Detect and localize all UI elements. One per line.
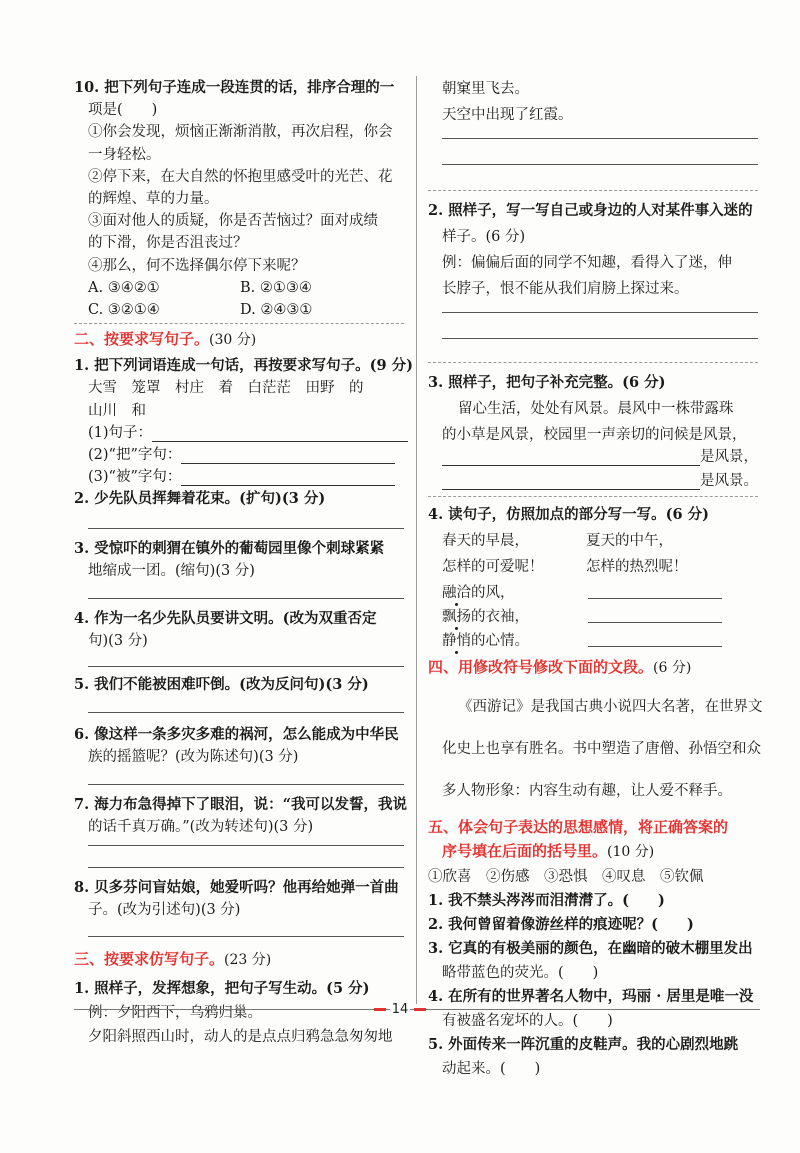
section-2-heading: 二、按要求写句子。(30 分) [74, 329, 257, 348]
answer-line[interactable] [88, 845, 404, 846]
s2-q4-line1: 4. 作为一名少先队员要讲文明。(改为双重否定 [74, 609, 377, 627]
q10-line4: 一身轻松。 [88, 146, 161, 163]
s3-q2-line2: 样子。(6 分) [442, 229, 526, 245]
answer-blank[interactable] [181, 471, 395, 486]
s2-q1-line1: 1. 把下列词语连成一句话，再按要求写句子。(9 分) [74, 357, 414, 375]
q10-option-b[interactable]: B. ②①③④ [240, 279, 312, 296]
answer-blank[interactable] [152, 427, 408, 442]
s3-q2-example1: 例：偏偏后面的同学不知趣，看得入了迷，伸 [442, 255, 732, 271]
q10-option-a[interactable]: A. ③④②① [88, 279, 160, 296]
s2-q3-line1: 3. 受惊吓的刺猬在镇外的葡萄园里像个刺球紧紧 [74, 539, 385, 557]
q10-line9: ④那么，何不选择偶尔停下来呢？ [88, 257, 306, 274]
s2-q1-answer1: (1)句子： [88, 424, 408, 442]
q10-line6: 的辉煌、草的力量。 [88, 191, 219, 207]
s3-q3-line1: 3. 照样子，把句子补充完整。(6 分) [428, 374, 666, 391]
s3-q1-sample: 夕阳斜照西山时，动人的是点点归鸦急急匆匆地 [88, 1029, 393, 1046]
q10-option-c[interactable]: C. ③②①④ [88, 301, 160, 318]
s3-q4-b2: 怎样的热烈呢！ [586, 559, 688, 575]
s5-q5-line2: 动起来。( ) [442, 1061, 541, 1077]
s3-q1-example: 例：夕阳西下，乌鸦归巢。 [88, 1005, 262, 1022]
q10-line1: 10. 把下列句子连成一段连贯的话，排序合理的一 [74, 79, 395, 97]
s3-q1-continued: 朝窠里飞去。 [442, 81, 529, 97]
s2-q8-line2: 子。(改为引述句)(3 分) [88, 902, 241, 919]
q10-line8: 的下滑，你是否沮丧过？ [88, 235, 248, 252]
divider [428, 496, 758, 497]
s3-q2-example2: 长脖子，恨不能从我们肩膀上探过来。 [442, 281, 689, 297]
s2-q6-line2: 族的摇篮呢？(改为陈述句)(3 分) [88, 748, 299, 765]
s3-q4-a2: 怎样的可爱呢！ [442, 559, 544, 575]
s3-q4-b1: 夏天的中午， [586, 533, 673, 549]
answer-line[interactable] [88, 598, 404, 599]
s5-q5-line1: 5. 外面传来一阵沉重的皮鞋声。我的心剧烈地跳 [428, 1036, 739, 1053]
s3-q3-line4: 是风景， [442, 448, 758, 466]
divider [74, 323, 404, 324]
s4-paragraph-line1: 《西游记》是我国古典小说四大名著，在世界文 [458, 699, 763, 715]
s2-q1-words2: 山川 和 [88, 402, 146, 419]
s5-q2: 2. 我何曾留着像游丝样的痕迹呢？( ) [428, 916, 694, 933]
s5-q1: 1. 我不禁头涔涔而泪潸潸了。( ) [428, 892, 665, 909]
s2-q1-answer3: (3)“被”字句： [88, 468, 395, 486]
q10-line7: ③面对他人的质疑，你是否苦恼过？面对成绩 [88, 213, 378, 230]
answer-line[interactable] [442, 164, 758, 165]
s2-q1-words1: 大雪 笼罩 村庄 着 白茫茫 田野 的 [88, 380, 364, 397]
answer-blank[interactable] [181, 449, 395, 464]
s2-q5: 5. 我们不能被困难吓倒。(改为反问句)(3 分) [74, 676, 369, 694]
divider [428, 362, 758, 363]
q10-line3: ①你会发现，烦恼正渐渐消散，再次启程，你会 [88, 124, 393, 141]
s3-q1-line1: 1. 照样子，发挥想象，把句子写生动。(5 分) [74, 980, 370, 998]
s2-q4-line2: 句)(3 分) [88, 632, 148, 649]
s2-q7-line2: 的话千真万确。”(改为转述句)(3 分) [88, 818, 314, 835]
s3-q2-line1: 2. 照样子，写一写自己或身边的人对某件事入迷的 [428, 202, 753, 219]
s3-q4-line1: 4. 读句子，仿照加点的部分写一写。(6 分) [428, 506, 710, 523]
divider [428, 190, 758, 191]
answer-line[interactable] [442, 138, 758, 139]
q10-option-d[interactable]: D. ②④③① [240, 301, 313, 318]
answer-line[interactable] [588, 598, 722, 599]
s5-q4-line2: 有被盛名宠坏的人。( ) [442, 1013, 613, 1029]
s5-q3-line2: 略带蓝色的荧光。( ) [442, 965, 599, 981]
s5-options: ①欣喜 ②伤感 ③恐惧 ④叹息 ⑤钦佩 [428, 869, 704, 885]
s2-q7-line1: 7. 海力布急得掉下了眼泪，说：“我可以发誓，我说 [74, 795, 408, 813]
answer-line[interactable] [88, 784, 404, 785]
s3-q4-d1: 融洽的风， [442, 585, 515, 601]
s2-q2: 2. 少先队员挥舞着花束。(扩句)(3 分) [74, 490, 326, 508]
answer-line[interactable] [588, 622, 722, 623]
s4-paragraph-line2: 化史上也享有胜名。书中塑造了唐僧、孙悟空和众 [442, 741, 761, 757]
s2-q6-line1: 6. 像这样一条多灾多难的祸河，怎么能成为中华民 [74, 725, 399, 743]
s5-q4-line1: 4. 在所有的世界著名人物中，玛丽 · 居里是唯一没 [428, 988, 754, 1005]
section-5-heading-line1: 五、体会句子表达的思想感情，将正确答案的 [428, 818, 729, 836]
section-4-heading: 四、用修改符号修改下面的文段。(6 分) [428, 658, 692, 676]
section-5-heading-line2: 序号填在后面的括号里。(10 分) [442, 842, 655, 860]
answer-line[interactable] [442, 312, 758, 313]
s3-q4-d3: 静悄的心情。 [442, 633, 529, 649]
s2-q3-line2: 地缩成一团。(缩句)(3 分) [88, 562, 255, 579]
s3-q3-line2: 留心生活，处处有风景。晨风中一株带露珠 [458, 401, 734, 417]
q10-line5: ②停下来，在大自然的怀抱里感受叶的光芒、花 [88, 168, 393, 185]
s3-q3-line3: 的小草是风景，校园里一声亲切的问候是风景， [442, 427, 747, 443]
q10-line2: 项是( ) [88, 102, 158, 119]
s2-q1-answer2: (2)“把”字句： [88, 446, 395, 464]
answer-line[interactable] [88, 666, 404, 667]
answer-line[interactable] [88, 712, 404, 713]
s4-paragraph-line3: 多人物形象：内容生动有趣，让人爱不释手。 [442, 783, 732, 799]
s5-q3-line1: 3. 它真的有极美丽的颜色，在幽暗的破木棚里发出 [428, 940, 753, 957]
s2-q8-line1: 8. 贝多芬问盲姑娘，她爱听吗？他再给她弹一首曲 [74, 879, 399, 897]
answer-blank[interactable] [442, 475, 700, 490]
s3-q4-a1: 春天的早晨， [442, 533, 529, 549]
page-number: 14 [0, 1002, 800, 1017]
answer-line[interactable] [88, 867, 404, 868]
answer-line[interactable] [88, 936, 404, 937]
column-divider [416, 76, 417, 1004]
section-3-heading: 三、按要求仿写句子。(23 分) [74, 950, 272, 969]
s3-q1-prompt: 天空中出现了红霞。 [442, 107, 573, 123]
answer-line[interactable] [88, 528, 404, 529]
s3-q4-d2: 飘扬的衣袖， [442, 609, 529, 625]
answer-line[interactable] [588, 646, 722, 647]
answer-line[interactable] [442, 338, 758, 339]
answer-blank[interactable] [442, 451, 700, 466]
s3-q3-line5: 是风景。 [442, 472, 758, 490]
